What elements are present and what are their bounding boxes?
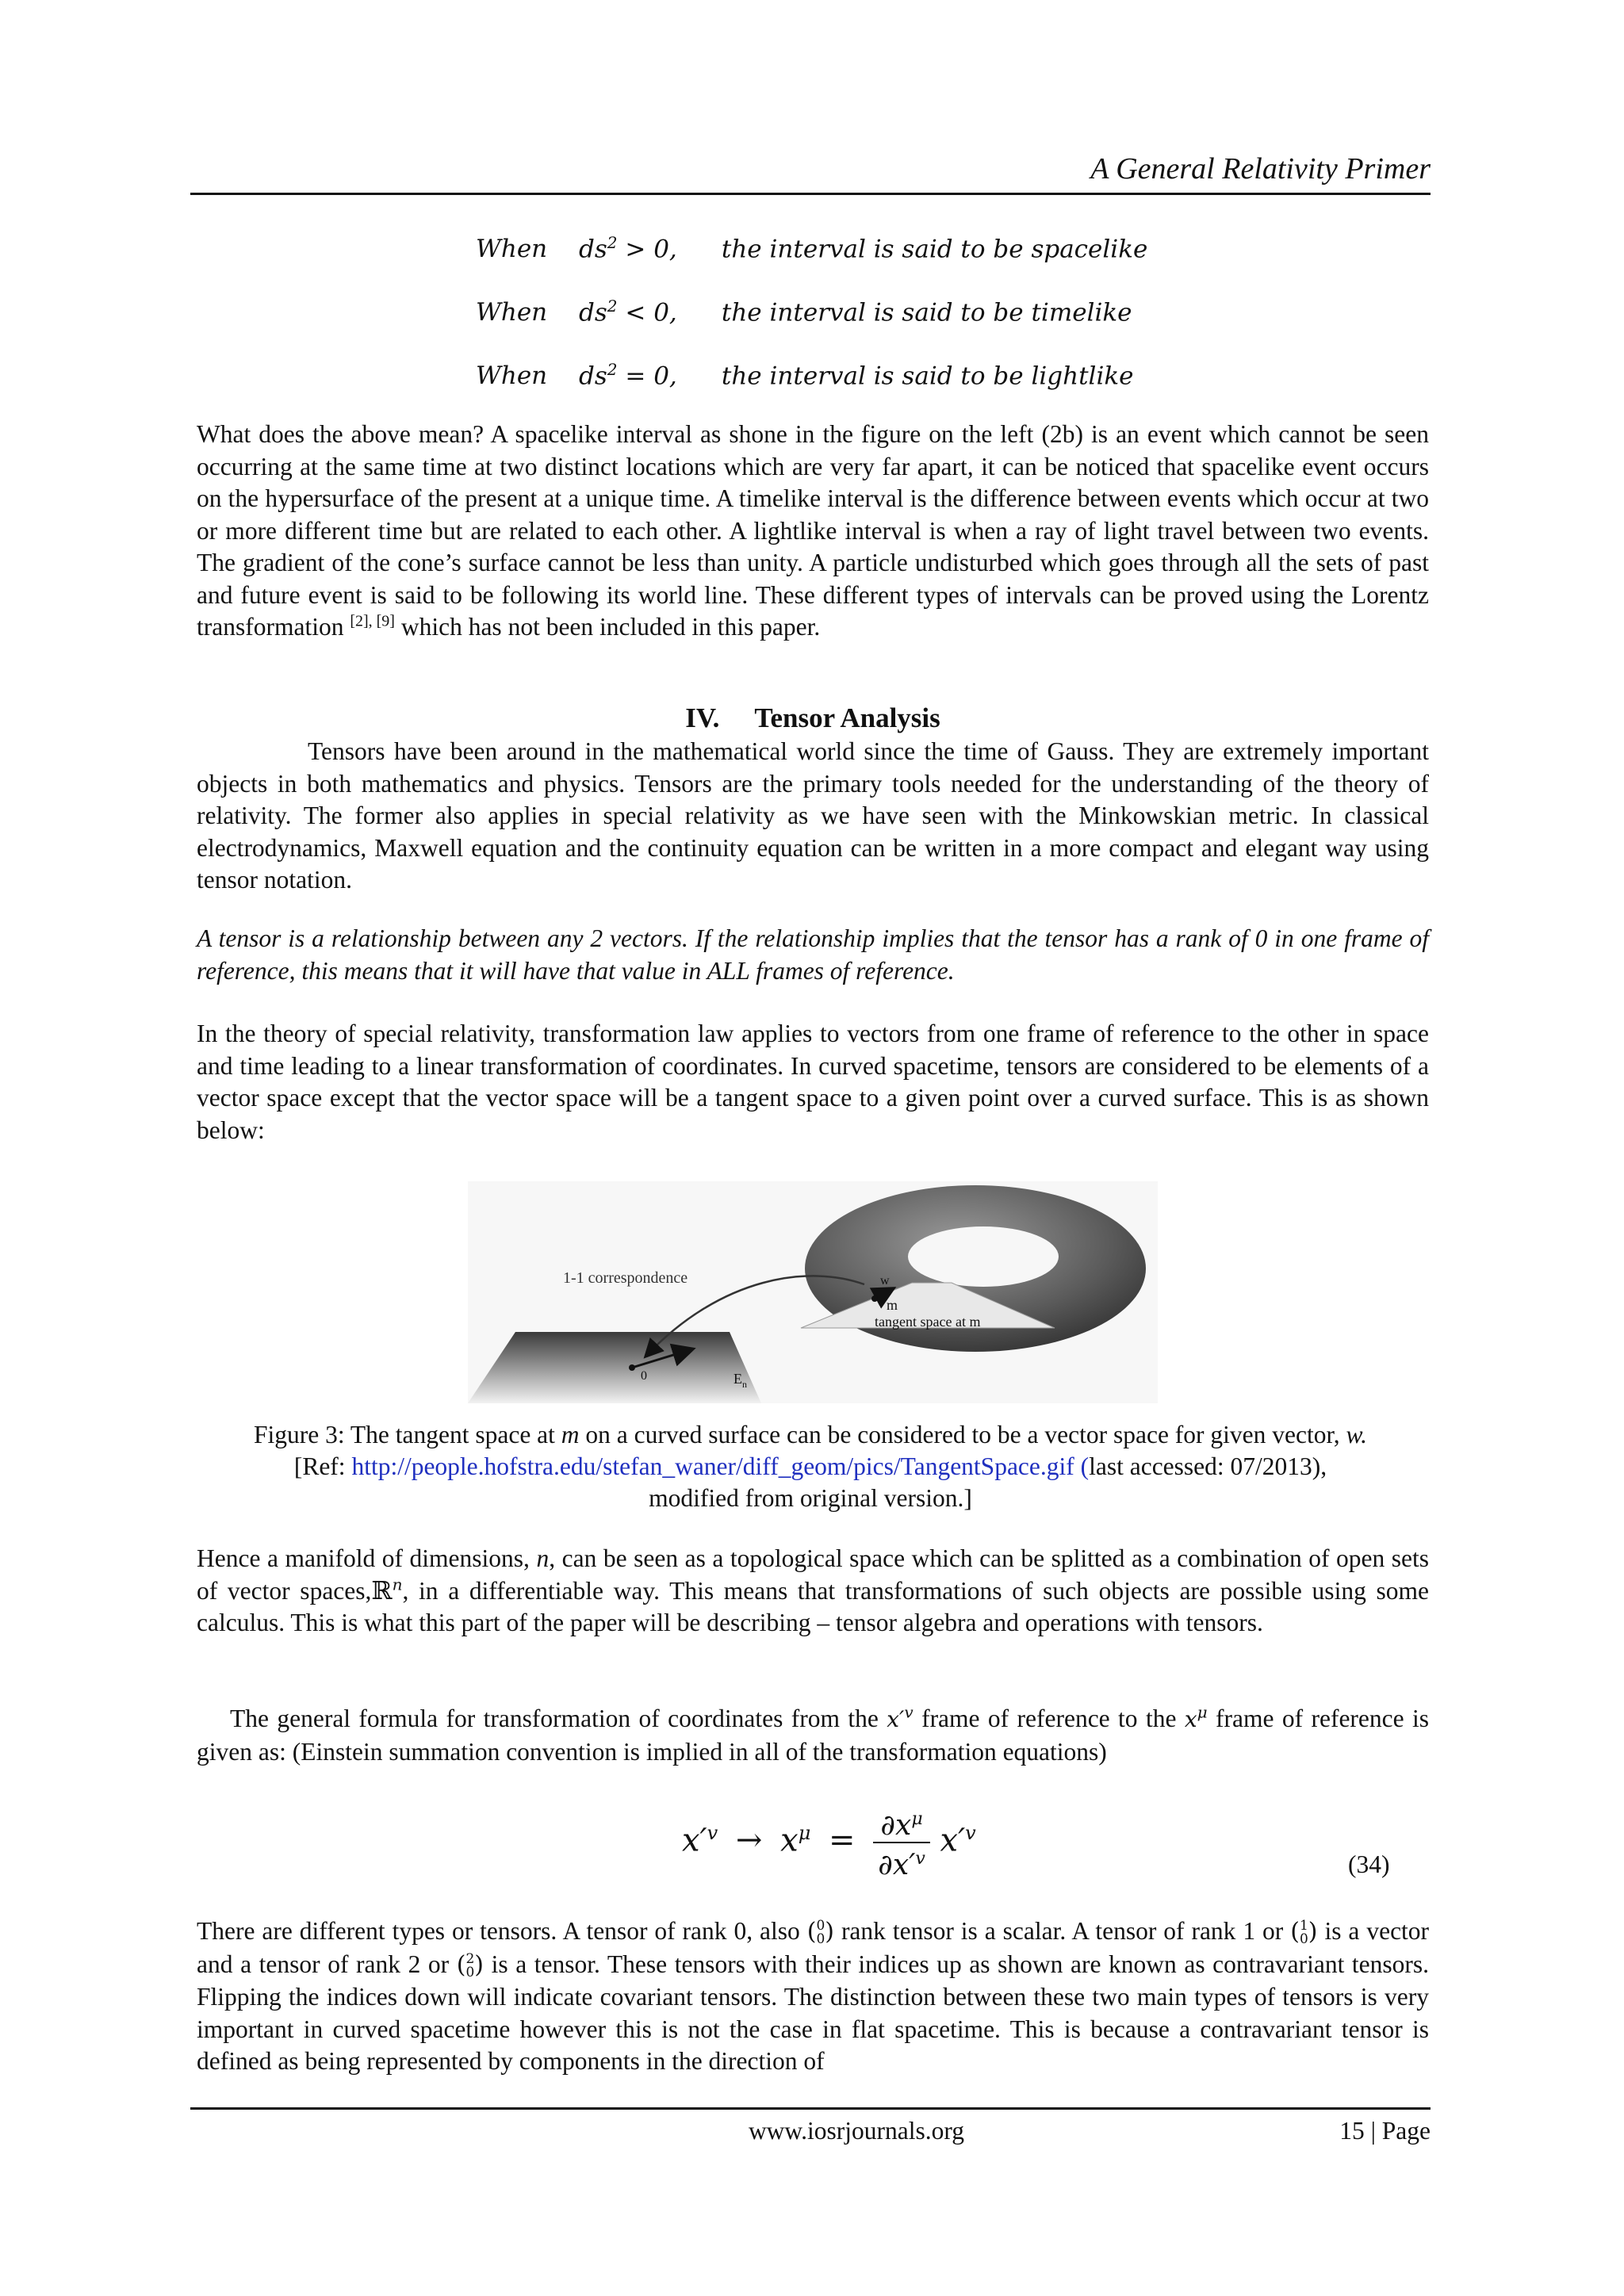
header-rule <box>190 193 1431 195</box>
paragraph-interval-explanation: What does the above mean? A spacelike interval as shone in the figure on the left (2b) is an event which cannot be seen occurring at the same time at two distinct locations which are very far apart, it can be noticed that spacelike event occurs on the hypersurface of the present at a unique time. A timelike interval is the difference between events which occur at two or more different time but are related to each other. A lightlike interval is when a ray of light travel between two events. The gradient of the cone’s surface cannot be less than unity. A particle undisturbed which goes through all the sets of past and future event is said to be following its world line. These different types of intervals can be proved using the Lorentz transformation [2], [9] which has not been included in this paper. <box>197 420 1429 641</box>
figure-caption <box>190 1419 1431 1514</box>
paragraph-tensor-intro: Tensors have been around in the mathematical world since the time of Gauss. They are extremely important objects in both mathematics and physics. Tensors are the primary tools needed for the understanding of the theory of relativity. The former also applies in special relativity as we have seen with the Minkowskian metric. In classical electrodynamics, Maxwell equation and the continuity equation can be written in a more compact and elegant way using tensor notation. <box>197 737 1429 894</box>
caption-line-2: [Ref: http://people.hofstra.edu/stefan_waner/diff_geom/pics/TangentSpace.gif (last accessed: 07/2013), <box>293 1452 1327 1480</box>
condition-when: When <box>476 235 548 264</box>
running-header: A General Relativity Primer <box>1090 152 1431 186</box>
paragraph-transformation-law: In the theory of special relativity, transformation law applies to vectors from one frame of reference to the other in space and time leading to a linear transformation of coordinates. In curved spacetime, tensors are considered to be elements of a vector space except that the vector space will be a tangent space to a given point over a curved surface. This is as shown below: <box>197 1020 1429 1144</box>
paragraph-transformation-formula: The general formula for transformation of coordinates from the $x'^v$ frame of reference to the $x^\mu$ frame of reference is given as: (Einstein summation convention is implied in all of the transformation equations) <box>197 1702 1430 1766</box>
condition-when: When <box>476 362 548 391</box>
paragraph-tensor-types: There are different types or tensors. A tensor of rank 0, also (0 0) rank tensor is a scalar. A tensor of rank 1 or (1 0) is a vector and a tensor of rank 2 or (2 0) is a tensor. These tensors with their indices up as shown are known as contravariant tensors. Flipping the indices down will indicate covariant tensors. The distinction between these two main types of tensors is very important in curved spacetime however this is not the case in flat spacetime. This is because a contravariant tensor is defined as being represented by components in the direction of <box>197 1917 1430 2075</box>
figure-tangent-space <box>468 1181 1158 1403</box>
label-zero: 0 <box>641 1369 647 1383</box>
condition-text: the interval is said to be spacelike <box>721 235 1148 264</box>
condition-when: When <box>476 298 548 327</box>
section-number: IV. <box>685 702 720 733</box>
footer-url[interactable]: www.iosrjournals.org <box>748 2117 965 2145</box>
point-m <box>871 1295 878 1302</box>
caption-line-3: modified from original version.] <box>649 1484 972 1512</box>
flat-plane-en <box>468 1332 761 1403</box>
footer-rule <box>190 2107 1431 2110</box>
footer-page-number: 15 | Page <box>1339 2117 1431 2145</box>
binomial-0-0: (0 0) <box>806 1918 834 1947</box>
section-title: Tensor Analysis <box>754 702 940 733</box>
condition-text: the interval is said to be lightlike <box>721 362 1134 391</box>
label-m: m <box>887 1297 898 1313</box>
binomial-1-0: (1 0) <box>1290 1918 1318 1947</box>
condition-ds: $ds^2 > 0$, <box>579 233 677 264</box>
point-zero <box>629 1364 635 1371</box>
equation-number: (34) <box>1348 1850 1390 1878</box>
section-heading <box>197 701 1429 736</box>
label-tangent-space: tangent space at m <box>875 1314 981 1330</box>
label-correspondence: 1-1 correspondence <box>563 1269 688 1287</box>
equation-fraction: $\frac{\partial x^\mu}{\partial x'^v}$ <box>873 1804 930 1881</box>
equation-34: $x'^v \to x^\mu$ = $\frac{\partial x^\mu}{\partial x'^v}$ $x'^v$ <box>682 1801 1047 1865</box>
condition-ds: $ds^2 = 0$, <box>579 360 677 391</box>
label-en: $E_n$ <box>733 1371 747 1390</box>
condition-spacelike <box>476 227 1269 265</box>
condition-text: the interval is said to be timelike <box>721 298 1132 327</box>
label-w: w <box>880 1274 890 1288</box>
torus-hole <box>908 1226 1059 1287</box>
citation: [2], [9] <box>350 612 395 630</box>
caption-line-1: Figure 3: The tangent space at m on a curved surface can be considered to be a vector space for given vector, w. <box>253 1421 1368 1448</box>
tangent-space-diagram <box>468 1181 1158 1403</box>
paragraph-tensor-definition: A tensor is a relationship between any 2 vectors. If the relationship implies that the tensor has a rank of 0 in one frame of reference, this means that it will have that value in ALL frames of reference. <box>197 924 1429 985</box>
reference-link[interactable]: http://people.hofstra.edu/stefan_waner/diff_geom/pics/TangentSpace.gif ( <box>351 1452 1090 1480</box>
condition-timelike <box>476 290 1269 328</box>
condition-lightlike <box>476 354 1269 392</box>
binomial-2-0: (2 0) <box>456 1950 485 1980</box>
paragraph-manifold: Hence a manifold of dimensions, n, can be seen as a topological space which can be splitted as a combination of open sets of vector spaces,ℝ$^n$, in a differentiable way. This means that transformations of such objects are possible using some calculus. This is what this part of the paper will be describing – tensor algebra and operations with tensors. <box>197 1544 1430 1636</box>
condition-ds: $ds^2 < 0$, <box>579 297 677 327</box>
